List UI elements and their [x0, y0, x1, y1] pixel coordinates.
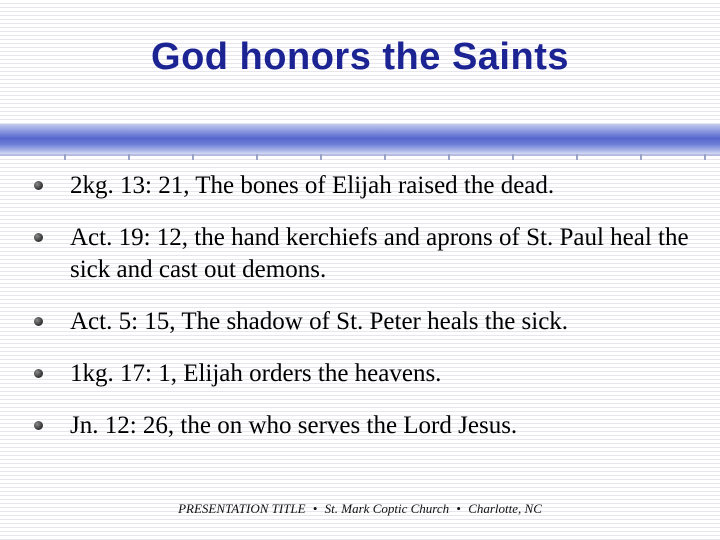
list-item	[0, 410, 720, 442]
list-item	[0, 306, 720, 338]
title-divider-bar	[0, 124, 720, 154]
bullet-icon	[34, 181, 43, 190]
footer-church: St. Mark Coptic Church	[324, 501, 450, 516]
bullet-icon	[34, 369, 43, 378]
bullet-text: Jn. 12: 26, the on who serves the Lord Jesus.	[70, 412, 518, 439]
bullet-icon	[34, 421, 43, 430]
slide-title: God honors the Saints	[151, 36, 569, 78]
footer-separator: •	[312, 501, 318, 516]
bullet-list	[0, 170, 720, 462]
slide-footer	[0, 501, 720, 517]
footer-location: Charlotte, NC	[468, 501, 542, 516]
bullet-text: Act. 5: 15, The shadow of St. Peter heals the sick.	[70, 308, 569, 335]
bullet-icon	[34, 317, 43, 326]
bullet-text: Act. 19: 12, the hand kerchiefs and aprons of St. Paul heal the sick and cast out demons.	[70, 224, 689, 283]
bullet-text: 2kg. 13: 21, The bones of Elijah raised the dead.	[70, 172, 555, 199]
divider-ticks	[0, 154, 720, 160]
bullet-text: 1kg. 17: 1, Elijah orders the heavens.	[70, 360, 442, 387]
list-item	[0, 170, 720, 202]
bullet-icon	[34, 233, 43, 242]
list-item	[0, 358, 720, 390]
list-item	[0, 222, 720, 286]
footer-title: PRESENTATION TITLE	[178, 501, 306, 516]
footer-separator: •	[456, 501, 461, 516]
